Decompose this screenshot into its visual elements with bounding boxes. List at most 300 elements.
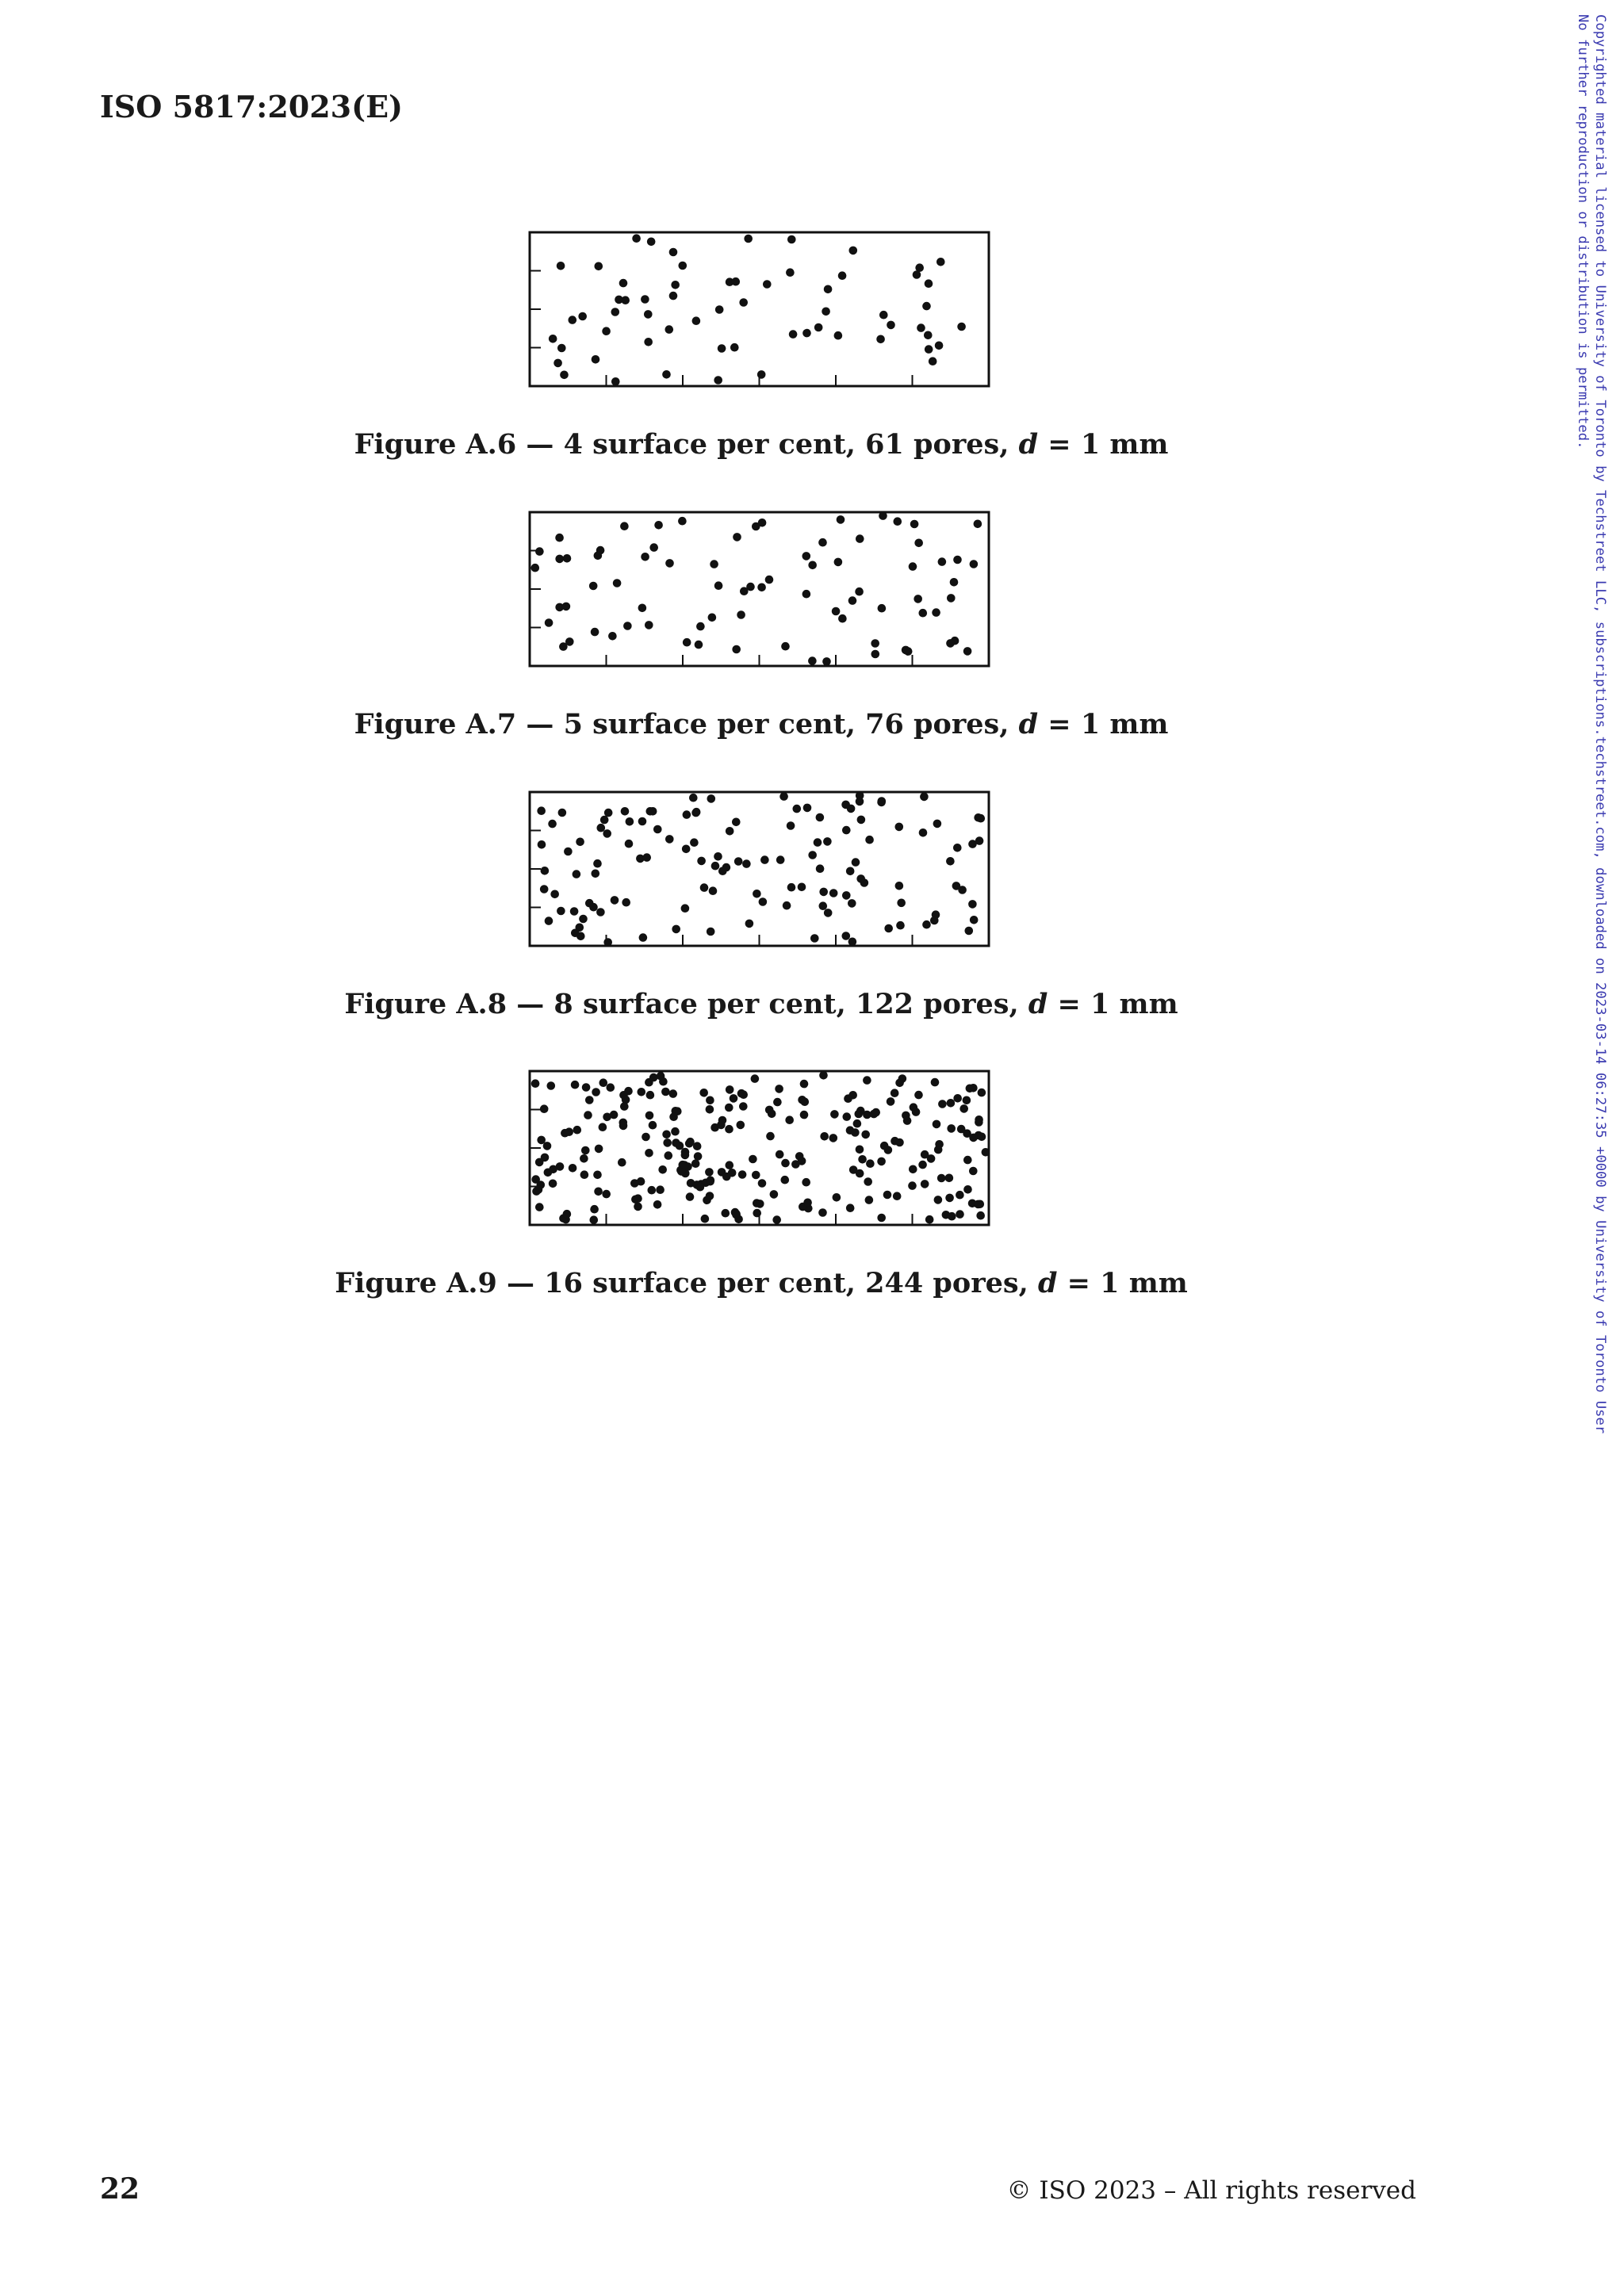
pore-dot: [818, 1208, 827, 1217]
pore-dot: [708, 614, 717, 622]
pore-dot: [945, 1174, 954, 1183]
pore-dot: [718, 867, 727, 875]
pore-dot: [585, 1096, 594, 1104]
pore-dot: [578, 312, 587, 321]
pore-dot: [544, 1169, 553, 1177]
pore-dot: [959, 1104, 968, 1113]
pore-dot: [570, 907, 579, 916]
pore-dot: [701, 1215, 710, 1223]
pore-dot: [969, 1134, 978, 1142]
pore-dot: [975, 1118, 983, 1127]
pore-dot: [689, 794, 698, 802]
pore-dot: [914, 539, 923, 548]
caption-text: Figure A.9 — 16 surface per cent, 244 pores,: [335, 1267, 1038, 1299]
pore-dot: [641, 295, 649, 304]
pore-dot: [703, 1196, 711, 1205]
pore-dot: [969, 1167, 978, 1176]
pore-dot: [766, 1132, 775, 1141]
pore-dot: [671, 1127, 680, 1136]
pore-dot: [982, 1148, 990, 1157]
pore-dot: [848, 596, 857, 605]
pore-dot: [580, 1170, 589, 1179]
pore-dot: [725, 1125, 733, 1134]
pore-dot: [555, 534, 564, 542]
pore-dot: [887, 1097, 895, 1106]
pore-dot: [918, 1161, 927, 1169]
pore-dot: [646, 1091, 655, 1100]
pore-dot: [717, 1121, 726, 1130]
panel-frame: [530, 792, 989, 946]
pore-dot: [592, 1088, 600, 1096]
pore-dot: [773, 1098, 782, 1107]
pore-dot: [781, 642, 790, 651]
pore-dot: [732, 645, 741, 654]
pore-dot: [838, 614, 847, 623]
pore-dot: [589, 582, 598, 591]
pore-dot: [853, 1119, 862, 1128]
pore-dot: [541, 867, 550, 875]
pore-panel-a9: [527, 1069, 991, 1227]
pore-dot: [861, 1131, 870, 1139]
pore-dot: [785, 1115, 794, 1124]
pore-dot: [776, 855, 785, 864]
pore-dot: [730, 1094, 738, 1103]
pore-dot: [775, 1085, 783, 1093]
pore-dot: [759, 897, 768, 906]
pore-dot: [694, 1152, 703, 1161]
pore-dot: [856, 874, 865, 883]
pore-dot: [696, 1183, 705, 1192]
pore-dot: [819, 888, 828, 897]
pore-dot: [844, 1094, 852, 1103]
pore-dot: [865, 1196, 874, 1204]
pore-dot: [680, 1161, 689, 1169]
pore-dot: [611, 896, 619, 905]
pore-dot: [823, 837, 832, 846]
pore-dot: [626, 817, 634, 826]
pore-dot: [740, 587, 749, 595]
pore-dot: [623, 622, 632, 630]
pore-dot: [953, 556, 962, 564]
pore-dot: [560, 371, 569, 380]
pore-dot: [573, 1126, 582, 1135]
pore-dot: [672, 925, 680, 934]
pore-dot: [866, 1159, 875, 1168]
pore-dot: [663, 1138, 672, 1147]
caption-variable: d: [1037, 1267, 1058, 1299]
pore-dot: [693, 1142, 702, 1150]
pore-dot: [619, 1122, 628, 1131]
pore-dot: [584, 1111, 592, 1119]
pore-dot: [787, 821, 795, 830]
pore-dot: [669, 248, 678, 257]
pore-dot: [653, 1200, 662, 1209]
pore-dot: [548, 820, 557, 828]
pore-dot: [707, 794, 716, 803]
pore-dot: [822, 308, 830, 316]
pore-dot: [711, 862, 720, 871]
caption-text: Figure A.7 — 5 surface per cent, 76 pores,: [354, 708, 1019, 740]
pore-dot: [824, 285, 833, 294]
pore-dot: [783, 901, 791, 910]
pore-dot: [690, 838, 699, 847]
pore-dot: [895, 882, 904, 890]
pore-dot: [656, 1185, 665, 1194]
pore-dot: [914, 595, 922, 603]
pore-dot: [726, 1161, 734, 1169]
pore-dot: [858, 1155, 867, 1164]
pore-dot: [683, 810, 691, 819]
caption-variable: d: [1028, 988, 1048, 1020]
pore-dot: [645, 621, 653, 629]
pore-dot: [672, 1138, 680, 1147]
pore-dot: [893, 1192, 902, 1200]
pore-dot: [798, 883, 806, 892]
pore-dot: [562, 603, 571, 611]
pore-dot: [966, 1085, 975, 1093]
pore-dot: [925, 1215, 934, 1224]
pore-dot: [884, 924, 893, 933]
caption-value: = 1 mm: [1038, 428, 1169, 461]
pore-dot: [970, 916, 979, 924]
pore-dot: [593, 1171, 602, 1180]
pore-dot: [665, 1151, 673, 1160]
pore-dot: [705, 1168, 714, 1177]
pore-dot: [810, 934, 819, 943]
pore-dot: [779, 792, 788, 801]
pore-dot: [550, 890, 559, 899]
panel-frame: [530, 232, 989, 386]
pore-dot: [653, 825, 662, 834]
pore-dot: [946, 857, 955, 866]
pore-dot: [599, 1123, 607, 1131]
pore-dot: [830, 1110, 839, 1119]
pore-dot: [929, 357, 937, 365]
pore-dot: [681, 1151, 690, 1160]
pore-dot: [644, 310, 653, 319]
pore-dot: [549, 1180, 557, 1188]
pore-dot: [914, 1091, 923, 1100]
pore-dot: [661, 1088, 670, 1096]
pore-dot: [829, 1134, 838, 1142]
pore-dot: [561, 1129, 569, 1138]
pore-dot: [595, 262, 603, 271]
pore-dot: [768, 1110, 776, 1119]
pore-dot: [569, 1164, 577, 1173]
pore-dot: [540, 1104, 549, 1113]
pore-dot: [878, 604, 887, 613]
pore-dot: [798, 1157, 806, 1165]
pore-dot: [896, 921, 905, 930]
pore-dot: [590, 1215, 599, 1224]
pore-dot: [683, 638, 691, 647]
pore-dot: [573, 870, 581, 878]
pore-dot: [950, 578, 959, 587]
pore-dot: [644, 338, 653, 346]
pore-dot: [947, 594, 956, 603]
pore-dot: [620, 1102, 629, 1111]
pore-dot: [842, 891, 851, 900]
pore-dot: [917, 323, 925, 332]
pore-dot: [615, 296, 623, 304]
pore-dot: [878, 797, 887, 806]
pore-dot: [935, 342, 944, 350]
pore-dot: [545, 916, 553, 925]
pore-dot: [647, 238, 656, 247]
pore-dot: [589, 903, 598, 912]
watermark-line-2: No further reproduction or distribution is permitted.: [1575, 14, 1591, 450]
pore-dot: [602, 327, 611, 335]
pore-dot: [902, 646, 910, 655]
pore-dot: [602, 1190, 611, 1199]
pore-dot: [695, 641, 703, 649]
pore-dot: [798, 1096, 806, 1104]
pore-dot: [922, 920, 931, 929]
pore-dot: [856, 1146, 864, 1154]
pore-dot: [634, 1203, 642, 1211]
pore-dot: [808, 851, 817, 859]
pore-dot: [665, 325, 674, 334]
pore-dot: [618, 1158, 626, 1167]
pore-dot: [648, 1186, 657, 1195]
pore-dot: [814, 323, 823, 332]
pore-dot: [880, 1142, 889, 1150]
pore-dot: [952, 882, 961, 890]
pore-dot: [814, 838, 822, 847]
pore-dot: [654, 521, 663, 530]
pore-dot: [665, 835, 674, 844]
pore-dot: [603, 938, 612, 947]
pore-dot: [669, 292, 678, 300]
pore-dot: [789, 330, 798, 339]
pore-dot: [930, 916, 939, 925]
pore-dot: [895, 823, 904, 832]
pore-dot: [924, 331, 933, 340]
pore-dot: [537, 806, 546, 815]
pore-dot: [925, 345, 933, 354]
pore-dot: [671, 281, 680, 289]
pore-dot: [553, 359, 562, 368]
pore-dot: [739, 298, 748, 307]
pore-dot: [739, 1090, 748, 1099]
pore-dot: [846, 867, 855, 876]
pore-dot: [691, 1159, 700, 1168]
pore-panel-a8: [527, 790, 991, 948]
pore-dot: [579, 915, 588, 924]
pore-dot: [682, 845, 691, 854]
pore-dot: [803, 804, 812, 813]
pore-dot: [718, 344, 726, 353]
pore-dot: [947, 1099, 956, 1108]
pore-dot: [611, 308, 620, 316]
caption-value: = 1 mm: [1057, 1267, 1188, 1299]
pore-dot: [571, 929, 580, 938]
pore-dot: [935, 1140, 944, 1149]
pore-dot: [963, 647, 972, 656]
pore-dot: [820, 1132, 829, 1141]
pore-dot: [965, 927, 974, 936]
pore-dot: [599, 1078, 608, 1087]
pore-dot: [932, 608, 940, 617]
pore-dot: [842, 826, 851, 835]
pore-dot: [848, 899, 856, 908]
pore-dot: [638, 1088, 646, 1096]
pore-dot: [891, 1089, 899, 1097]
pore-dot: [871, 639, 879, 648]
pore-dot: [625, 840, 634, 848]
pore-dot: [758, 519, 767, 527]
pore-dot: [855, 587, 864, 596]
pore-dot: [722, 1209, 730, 1218]
pore-dot: [895, 1079, 904, 1088]
pore-dot: [707, 928, 715, 936]
pore-dot: [665, 559, 674, 568]
pore-dot: [974, 1200, 982, 1209]
pore-dot: [531, 564, 540, 572]
pore-dot: [787, 883, 796, 892]
caption-variable: d: [1018, 428, 1039, 461]
pore-dot: [600, 816, 609, 825]
pore-dot: [818, 538, 827, 547]
pore-dot: [763, 280, 772, 289]
pore-dot: [803, 1199, 812, 1207]
pore-dot: [726, 827, 734, 836]
pore-dot: [912, 1108, 921, 1116]
figure-a7-caption: [0, 708, 1522, 740]
pore-dot: [956, 1210, 964, 1219]
figure-a9-caption: [0, 1267, 1522, 1299]
pore-dot: [841, 801, 850, 809]
pore-dot: [706, 1096, 714, 1105]
pore-dot: [865, 836, 874, 844]
pore-dot: [619, 279, 628, 288]
pore-dot: [744, 235, 753, 243]
copyright-watermark: [1566, 14, 1617, 1433]
pore-dot: [946, 639, 955, 648]
pore-dot: [894, 517, 902, 526]
pore-dot: [956, 1191, 964, 1200]
pore-dot: [913, 270, 921, 279]
pore-dot: [963, 1156, 972, 1165]
pore-dot: [934, 1196, 943, 1204]
pore-dot: [857, 816, 866, 825]
pore-dot: [669, 1089, 678, 1098]
pore-dot: [645, 1149, 653, 1158]
pore-dot: [621, 807, 630, 816]
pore-dot: [848, 938, 857, 947]
pore-dot: [732, 1210, 741, 1219]
pore-dot: [909, 562, 917, 571]
pore-dot: [642, 1133, 650, 1142]
pore-dot: [772, 1215, 781, 1224]
pore-dot: [879, 311, 888, 320]
pore-dot: [802, 1178, 810, 1187]
pore-dot: [808, 561, 817, 570]
pore-dot: [549, 335, 557, 343]
pore-dot: [855, 1110, 864, 1119]
pore-dot: [909, 1165, 917, 1174]
pore-dot: [787, 235, 796, 244]
pore-dot: [822, 657, 831, 666]
pore-dot: [555, 555, 564, 564]
pore-dot: [563, 554, 572, 563]
pore-dot: [662, 370, 671, 379]
pore-dot: [685, 1139, 694, 1148]
document-standard-id: ISO 5817:2023(E): [100, 89, 404, 124]
pore-dot: [649, 807, 657, 816]
caption-variable: d: [1018, 708, 1039, 740]
pore-dot: [910, 520, 919, 529]
pore-dot: [829, 889, 838, 897]
pore-dot: [977, 814, 986, 823]
pore-dot: [564, 848, 573, 856]
pore-dot: [649, 543, 658, 552]
pore-dot: [593, 859, 602, 868]
pore-dot: [722, 1173, 731, 1181]
pore-dot: [757, 370, 766, 379]
pore-dot: [963, 1096, 971, 1105]
pore-dot: [851, 1128, 860, 1137]
pore-dot: [800, 1111, 809, 1119]
pore-dot: [638, 604, 647, 613]
pore-dot: [753, 1209, 761, 1218]
pore-dot: [610, 1111, 619, 1119]
pore-dot: [738, 1170, 747, 1179]
pore-dot: [556, 1162, 565, 1171]
copyright-notice: © ISO 2023 – All rights reserved: [1006, 2176, 1416, 2205]
pore-dot: [590, 1205, 599, 1214]
pore-dot: [751, 1074, 760, 1083]
pore-dot: [531, 1079, 540, 1088]
pore-dot: [970, 560, 979, 568]
pore-dot: [953, 844, 962, 852]
pore-dot: [715, 305, 724, 314]
pore-dot: [649, 1121, 657, 1130]
pore-dot: [802, 590, 811, 599]
pore-dot: [937, 1174, 946, 1183]
pore-dot: [887, 321, 895, 330]
pore-dot: [933, 1120, 941, 1129]
pore-dot: [781, 1176, 790, 1184]
pore-dot: [639, 933, 648, 942]
pore-dot: [919, 609, 928, 618]
pore-dot: [592, 870, 600, 878]
pore-dot: [699, 1089, 708, 1097]
pore-dot: [563, 1210, 572, 1219]
pore-dot: [793, 805, 802, 813]
pore-dot: [591, 628, 599, 637]
pore-dot: [863, 1076, 871, 1085]
pore-dot: [634, 1194, 642, 1203]
pore-dot: [757, 584, 766, 592]
pore-dot: [576, 838, 584, 847]
pore-dot: [864, 1177, 872, 1186]
pore-dot: [902, 1112, 910, 1120]
pore-dot: [714, 581, 723, 590]
pore-dot: [742, 859, 751, 868]
pore-dot: [697, 857, 706, 866]
pore-dot: [816, 813, 825, 822]
pore-dot: [545, 618, 553, 627]
pore-dot: [714, 852, 722, 861]
pore-dot: [608, 632, 617, 641]
pore-dot: [922, 302, 931, 311]
pore-dot: [877, 1214, 886, 1223]
pore-dot: [540, 885, 549, 894]
pore-dot: [938, 557, 947, 566]
pore-dot: [800, 1080, 809, 1089]
pore-dot: [538, 840, 546, 849]
